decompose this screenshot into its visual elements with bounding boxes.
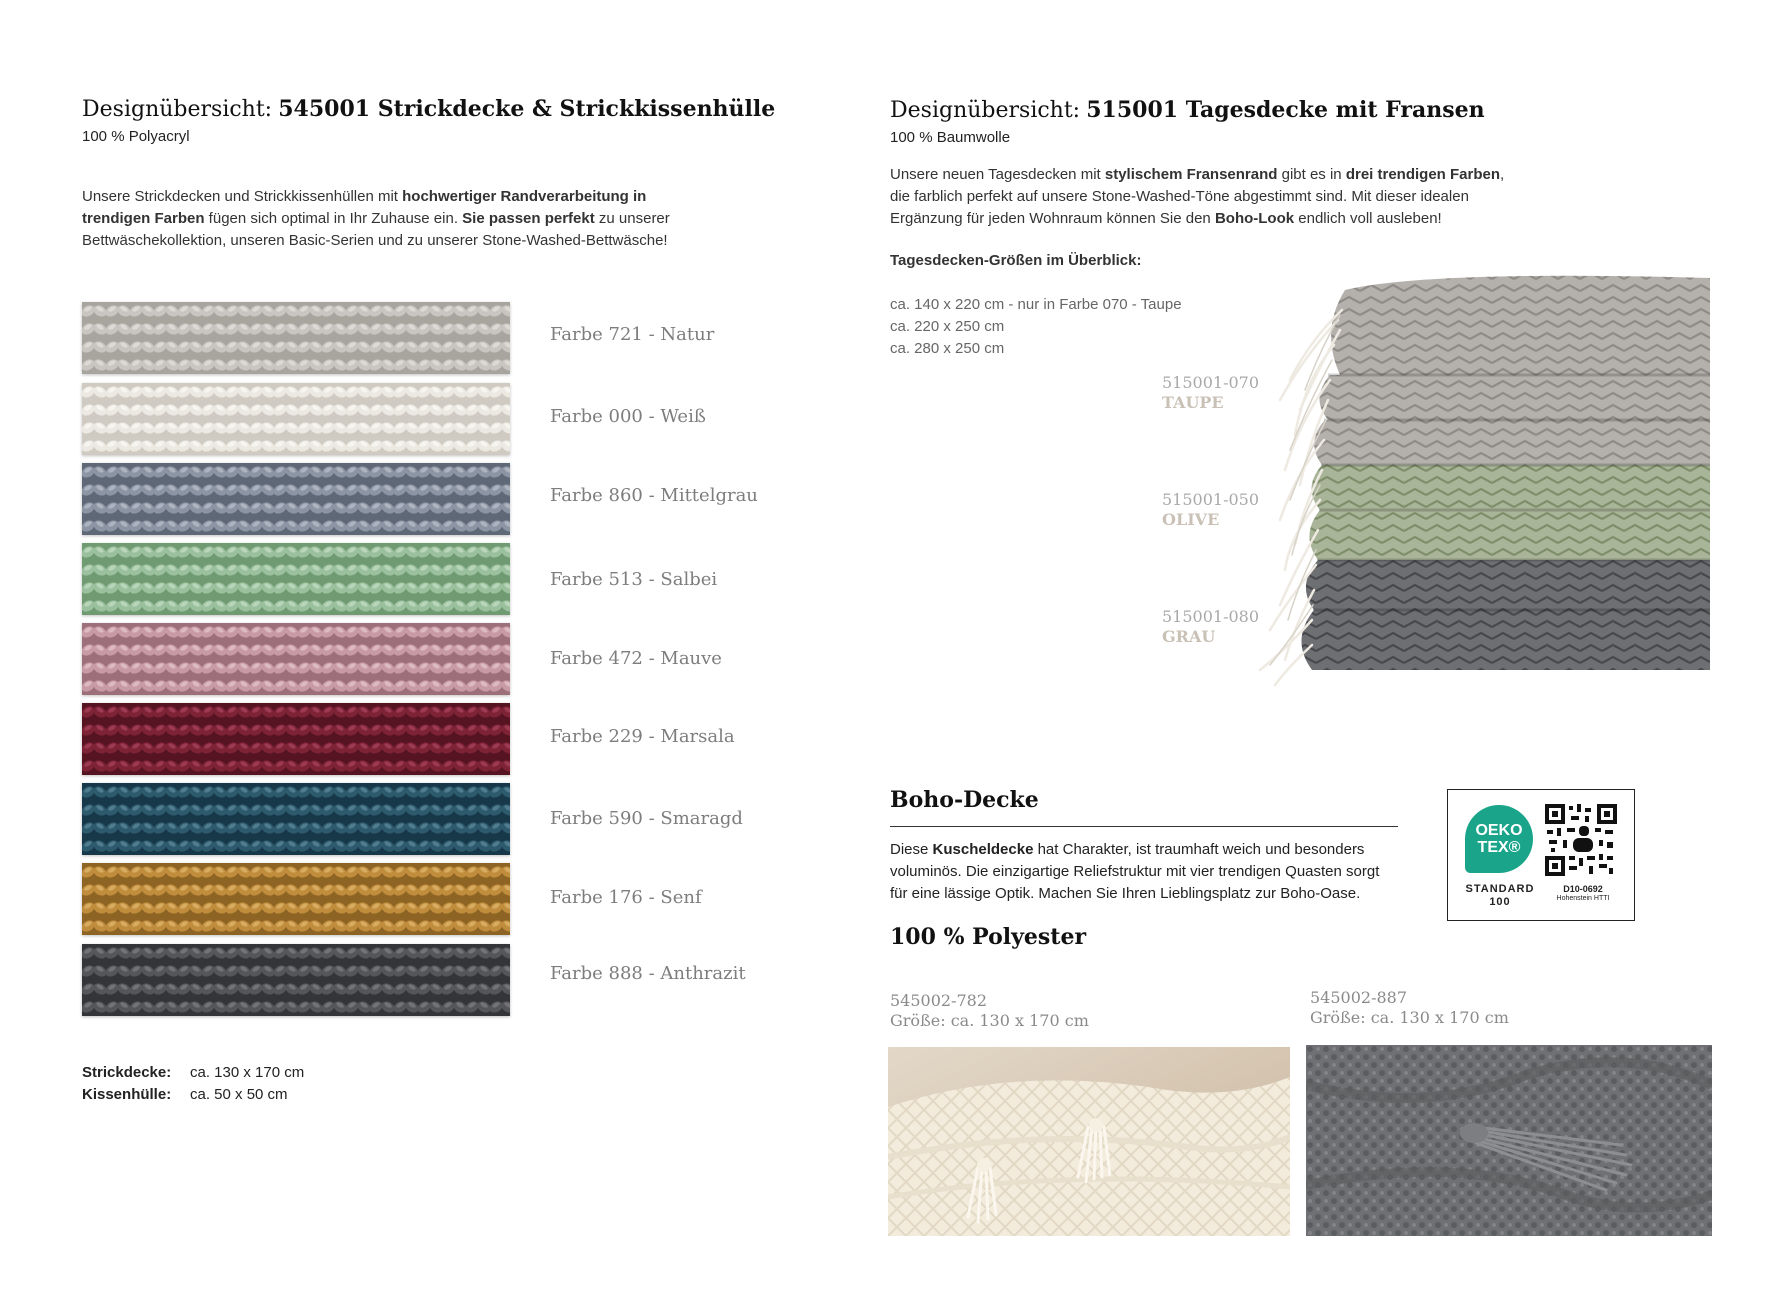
intro-bold: drei trendigen Farben (1345, 166, 1501, 183)
color-swatch (82, 623, 510, 695)
boho-divider (890, 826, 1398, 827)
left-title-prefix: Designübersicht: (82, 97, 273, 122)
oeko-standard-num: 100 (1489, 896, 1511, 908)
oeko-standard-text: STANDARD (1465, 883, 1535, 895)
oeko-tex-badge (1447, 789, 1635, 921)
color-label: Farbe 513 - Salbei (550, 569, 718, 590)
size-item: ca. 220 x 250 cm (890, 318, 1005, 335)
color-label: Farbe 229 - Marsala (550, 726, 735, 747)
intro-text: Unsere neuen Tagesdecken mit (890, 166, 1105, 183)
right-intro (890, 164, 1610, 230)
boho-text: hat Charakter, ist traumhaft weich und besonders (1033, 841, 1365, 858)
right-title-main: 515001 Tagesdecke mit Fransen (1086, 97, 1485, 123)
left-title-main: 545001 Strickdecke & Strickkissenhülle (278, 96, 776, 122)
sizes-heading: Tagesdecken-Größen im Überblick: (890, 252, 1142, 269)
oeko-institute: Hohenstein HTTI (1556, 895, 1610, 902)
boho-bold: Kuscheldecke (932, 841, 1034, 858)
color-swatch (82, 783, 510, 855)
boho-text: Diese (890, 841, 933, 858)
blanket-stack-image (1250, 270, 1720, 690)
color-label: Farbe 472 - Mauve (550, 648, 722, 669)
product-size: Größe: ca. 130 x 170 cm (890, 1011, 1089, 1030)
boho-text: für eine lässige Optik. Machen Sie Ihren Lieblingsplatz zur Boho-Oase. (890, 885, 1361, 902)
size-row (82, 1084, 304, 1106)
variant-name: TAUPE (1162, 393, 1224, 412)
intro-bold: Sie passen perfekt (462, 210, 595, 227)
intro-text: Bettwäschekollektion, unseren Basic-Serien und zu unserer Stone-Washed-Bettwäsche! (82, 232, 668, 249)
qr-code-icon (1545, 804, 1617, 876)
size-row (82, 1062, 304, 1084)
color-label: Farbe 176 - Senf (550, 887, 702, 908)
left-intro (82, 186, 762, 252)
intro-bold: hochwertiger Randverarbeitung in (402, 188, 647, 205)
variant-label-taupe (1162, 373, 1259, 413)
intro-text: gibt es in (1277, 166, 1346, 183)
color-label: Farbe 000 - Weiß (550, 406, 706, 427)
product-code: 545002-782 (890, 991, 988, 1010)
intro-text: die farblich perfekt auf unsere Stone-Washed-Töne abgestimmt sind. Mit dieser idealen (890, 188, 1469, 205)
intro-bold: stylischem Fransenrand (1104, 166, 1278, 183)
variant-name: GRAU (1162, 627, 1216, 646)
color-label: Farbe 721 - Natur (550, 324, 715, 345)
intro-text: zu unserer (594, 210, 670, 227)
color-swatch (82, 383, 510, 455)
oeko-cert (1543, 884, 1623, 904)
product-size: Größe: ca. 130 x 170 cm (1310, 1008, 1509, 1027)
color-label: Farbe 888 - Anthrazit (550, 963, 746, 984)
size-item: ca. 140 x 220 cm - nur in Farbe 070 - Taupe (890, 296, 1182, 313)
size-item: ca. 280 x 250 cm (890, 340, 1005, 357)
right-sizes-list (890, 294, 1182, 360)
right-title-prefix: Designübersicht: (890, 98, 1081, 123)
variant-label-olive (1162, 490, 1259, 530)
boho-product-label-887 (1310, 988, 1509, 1028)
variant-code: 515001-080 (1162, 607, 1260, 626)
color-swatch (82, 863, 510, 935)
size-label: Kissenhülle: (82, 1086, 172, 1103)
intro-text: fügen sich optimal in Ihr Zuhause ein. (204, 210, 463, 227)
product-code: 545002-887 (1310, 988, 1408, 1007)
left-material: 100 % Polyacryl (82, 128, 190, 145)
variant-code: 515001-050 (1162, 490, 1260, 509)
variant-label-grau (1162, 607, 1259, 647)
intro-text: Unsere Strickdecken und Strickkissenhüllen mit (82, 188, 403, 205)
left-title (82, 96, 775, 122)
size-value: ca. 130 x 170 cm (190, 1064, 305, 1081)
color-swatch (82, 703, 510, 775)
left-sizes (82, 1062, 304, 1106)
oeko-line2: TEX® (1477, 839, 1521, 856)
boho-product-image-cream (888, 1047, 1290, 1236)
boho-product-image-grey (1306, 1045, 1712, 1236)
color-swatch (82, 302, 510, 374)
color-swatch (82, 543, 510, 615)
intro-bold: trendigen Farben (82, 210, 205, 227)
oeko-standard (1458, 883, 1542, 909)
right-title (890, 97, 1485, 123)
boho-description (890, 839, 1410, 905)
oeko-tex-logo-icon (1465, 805, 1533, 873)
color-swatch (82, 944, 510, 1016)
right-material: 100 % Baumwolle (890, 129, 1011, 146)
boho-product-label-782 (890, 991, 1089, 1031)
size-label: Strickdecke: (82, 1064, 172, 1081)
color-label: Farbe 590 - Smaragd (550, 808, 743, 829)
intro-text: , (1500, 166, 1505, 183)
intro-text: endlich voll ausleben! (1294, 210, 1442, 227)
variant-code: 515001-070 (1162, 373, 1260, 392)
boho-material: 100 % Polyester (890, 924, 1087, 950)
oeko-line1: OEKO (1475, 822, 1523, 839)
color-swatch (82, 463, 510, 535)
size-value: ca. 50 x 50 cm (190, 1086, 288, 1103)
color-label: Farbe 860 - Mittelgrau (550, 485, 758, 506)
boho-text: voluminös. Die einzigartige Reliefstruktur mit vier trendigen Quasten sorgt (890, 863, 1380, 880)
intro-text: Ergänzung für jeden Wohnraum können Sie den (890, 210, 1215, 227)
boho-title: Boho-Decke (890, 787, 1039, 813)
variant-name: OLIVE (1162, 510, 1220, 529)
oeko-cert-number: D10-0692 (1563, 884, 1603, 894)
intro-bold: Boho-Look (1214, 210, 1295, 227)
